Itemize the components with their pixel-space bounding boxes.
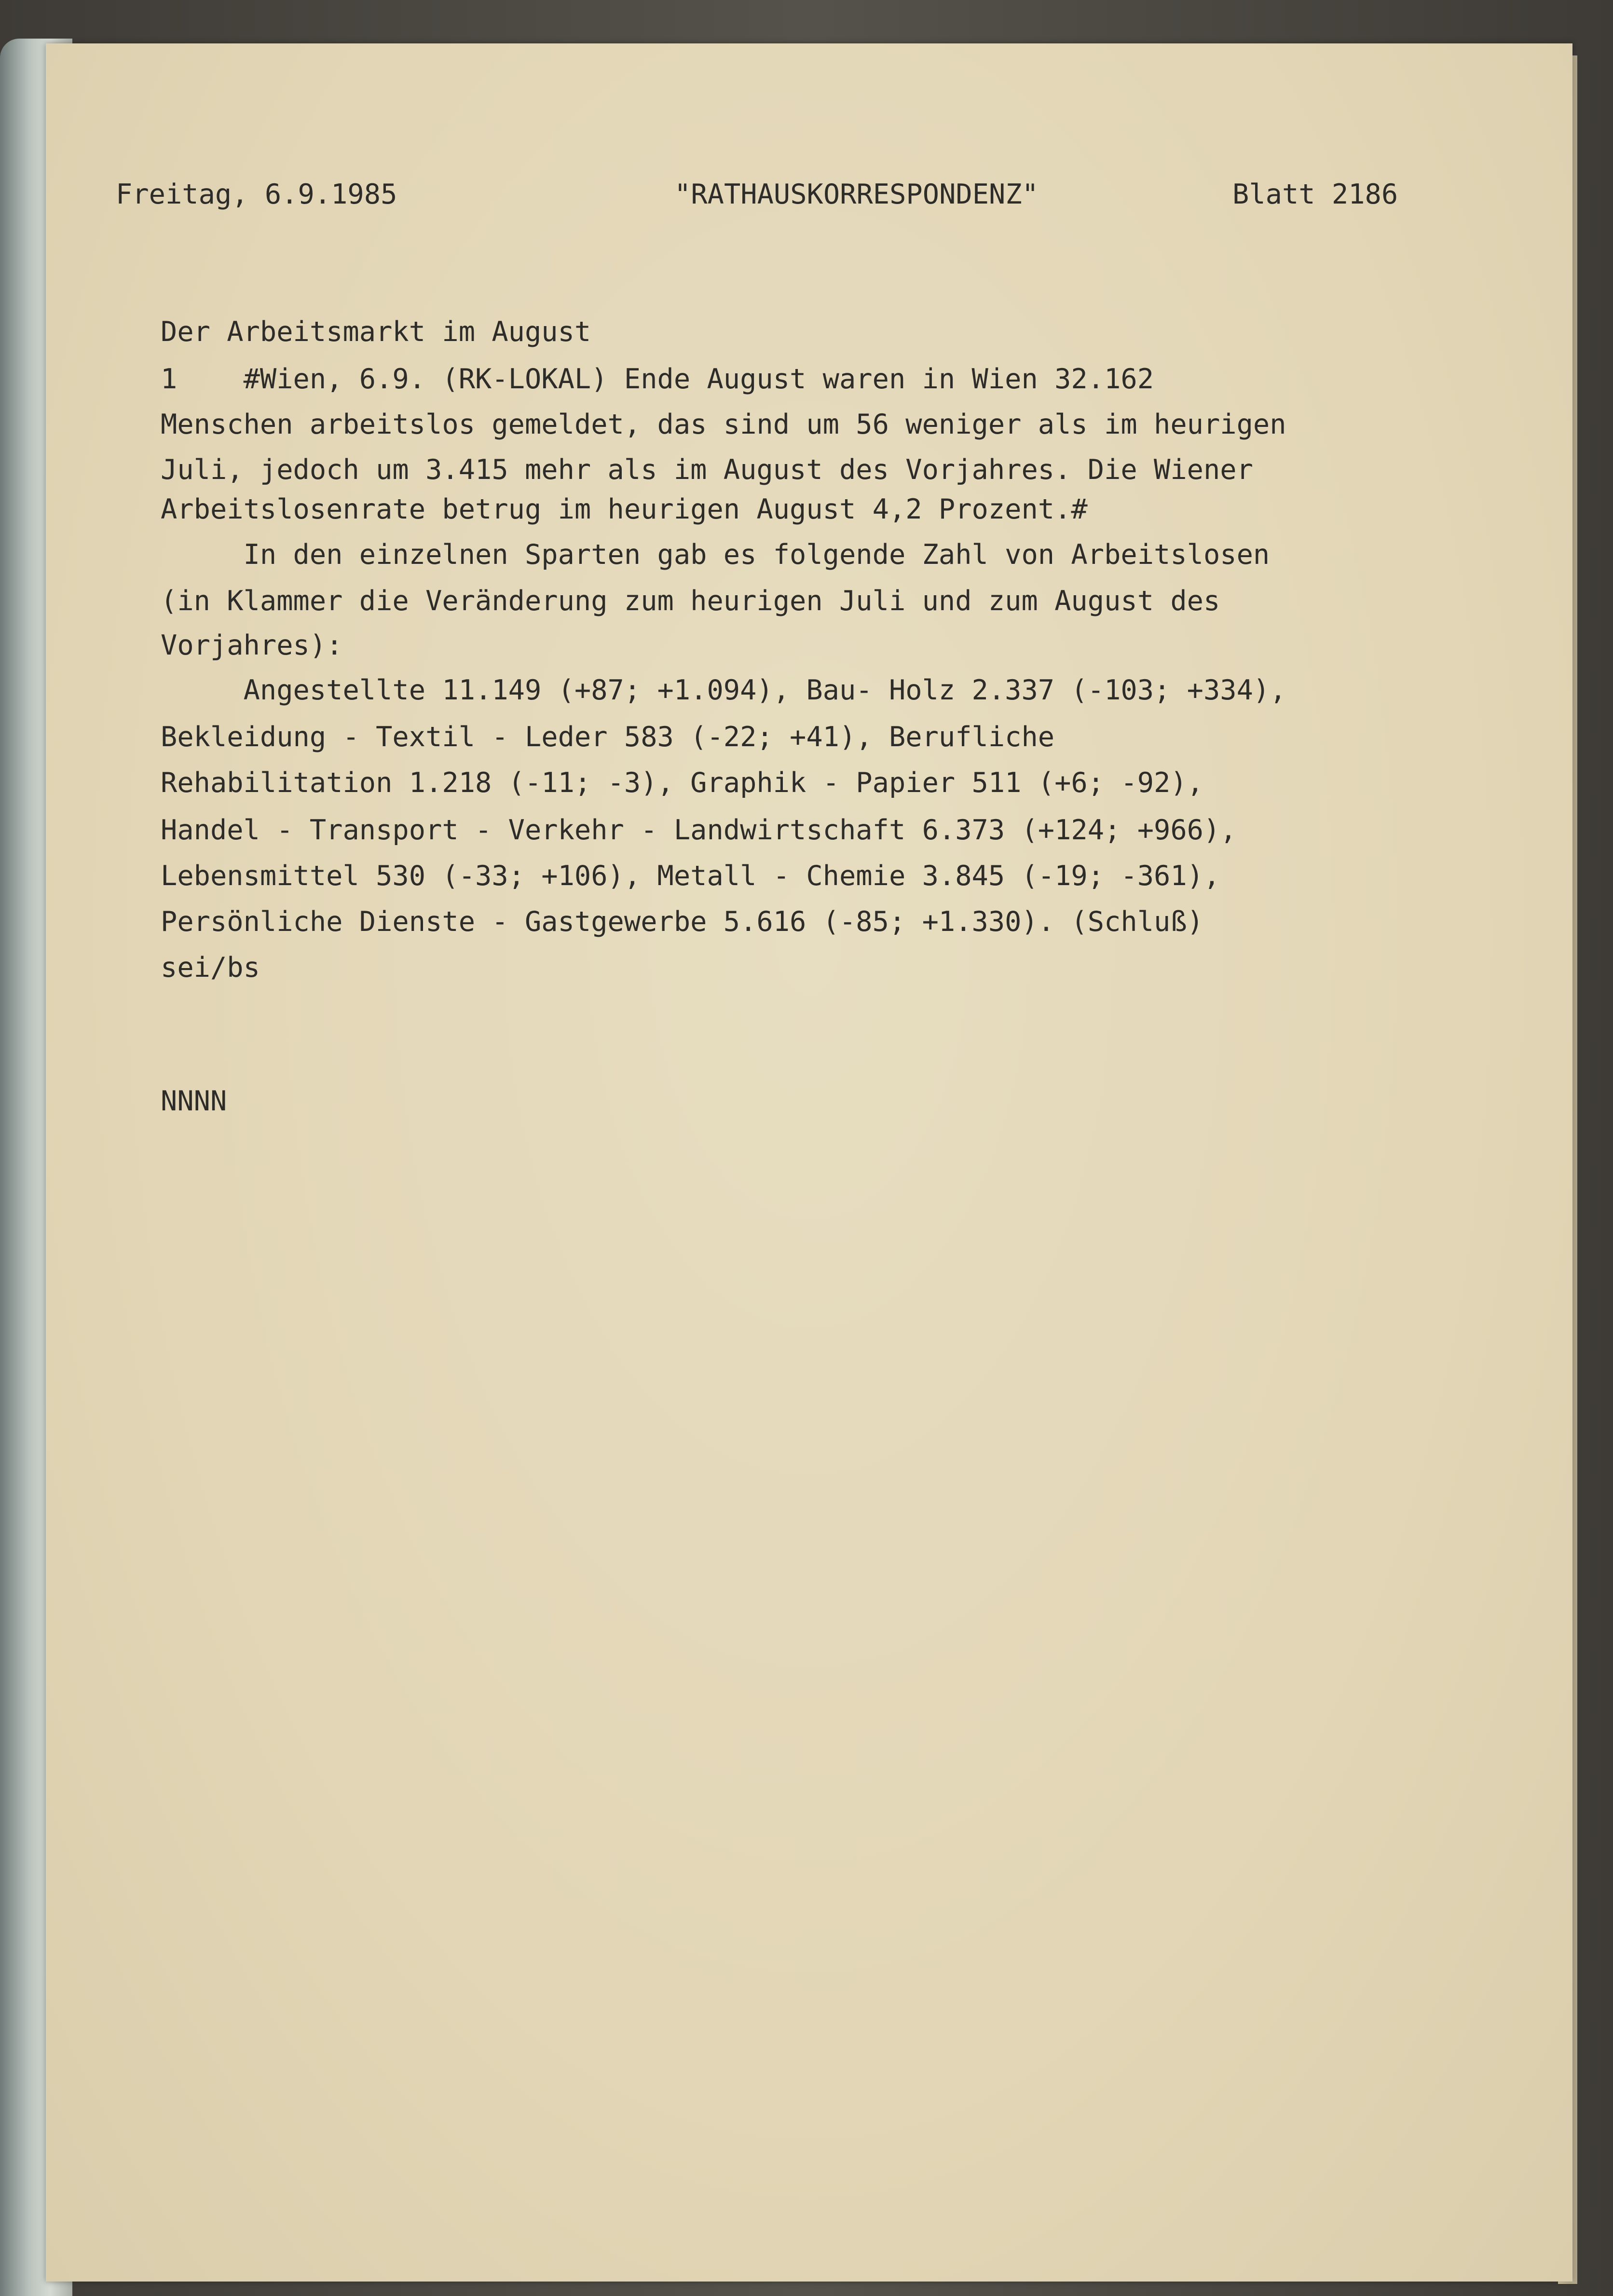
article-signature: sei/bs — [161, 952, 260, 984]
article-line: Rehabilitation 1.218 (-11; -3), Graphik - Papier 511 (+6; -92), — [161, 767, 1203, 799]
article-line: Juli, jedoch um 3.415 mehr als im August des Vorjahres. Die Wiener — [161, 454, 1253, 486]
article-line: Lebensmittel 530 (-33; +106), Metall - Chemie 3.845 (-19; -361), — [161, 860, 1220, 892]
article-line: Angestellte 11.149 (+87; +1.094), Bau- Holz 2.337 (-103; +334), — [161, 674, 1286, 706]
article-line: Handel - Transport - Verkehr - Landwirtschaft 6.373 (+124; +966), — [161, 814, 1237, 846]
article-headline: Der Arbeitsmarkt im August — [161, 316, 591, 348]
article-line: 1 #Wien, 6.9. (RK-LOKAL) Ende August waren in Wien 32.162 — [161, 363, 1154, 395]
header-date: Freitag, 6.9.1985 — [116, 178, 397, 210]
article-line: Vorjahres): — [161, 629, 343, 661]
header-publication: "RATHAUSKORRESPONDENZ" — [674, 178, 1039, 210]
article-line: Arbeitslosenrate betrug im heurigen August 4,2 Prozent.# — [161, 493, 1088, 525]
article-line: Bekleidung - Textil - Leder 583 (-22; +41), Berufliche — [161, 721, 1055, 753]
article-line: In den einzelnen Sparten gab es folgende Zahl von Arbeitslosen — [161, 539, 1270, 571]
article-line: (in Klammer die Veränderung zum heurigen Juli und zum August des — [161, 585, 1220, 617]
article-line: Menschen arbeitslos gemeldet, das sind um 56 weniger als im heurigen — [161, 409, 1286, 440]
end-mark: NNNN — [161, 1085, 227, 1117]
header-sheet-number: Blatt 2186 — [1232, 178, 1398, 210]
article-line: Persönliche Dienste - Gastgewerbe 5.616 (-85; +1.330). (Schluß) — [161, 906, 1203, 938]
